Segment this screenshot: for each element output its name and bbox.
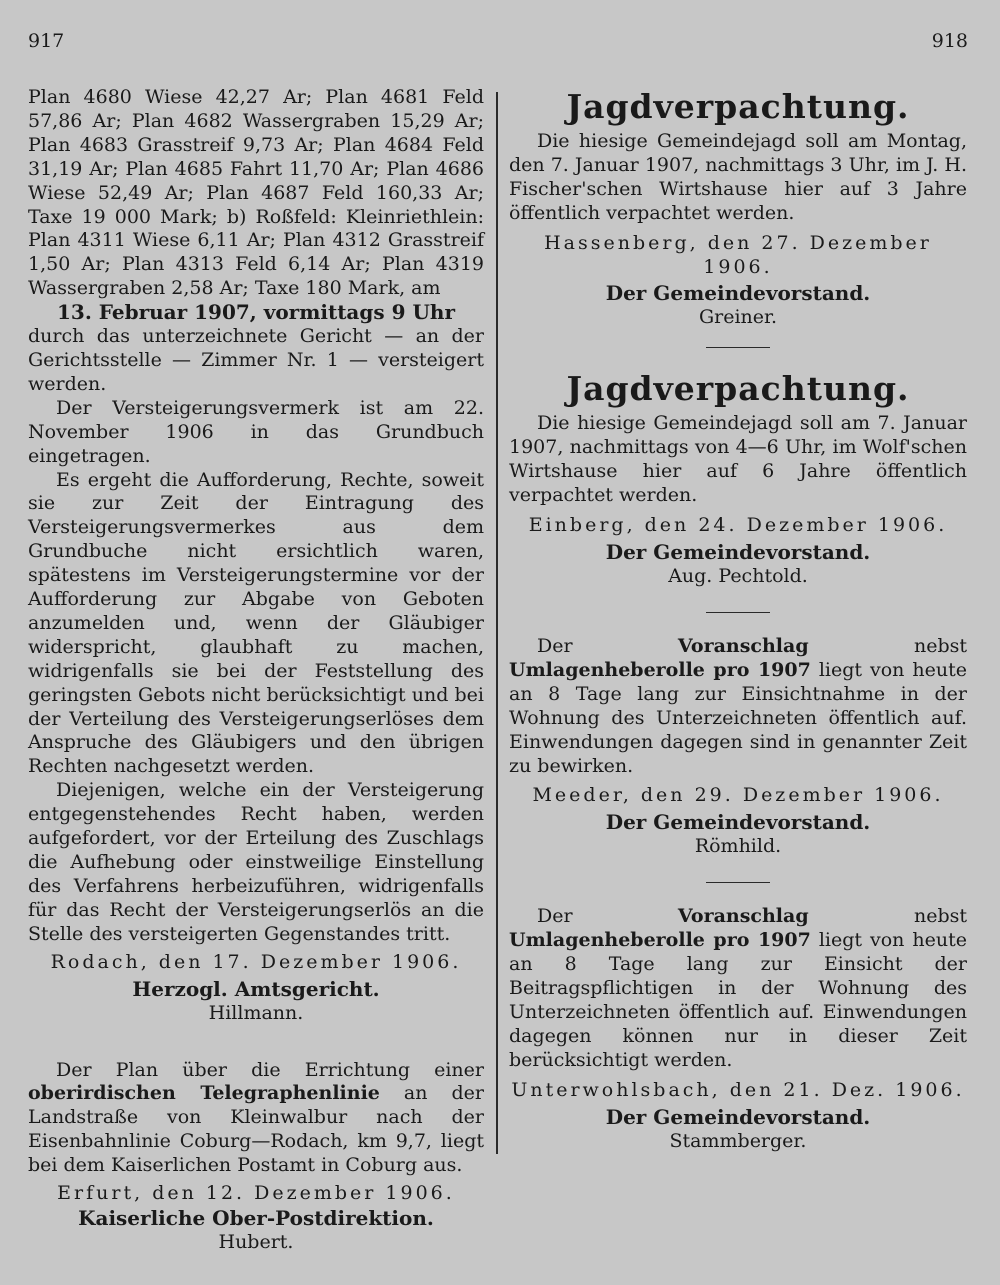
hunt-lease-1-name: Greiner. xyxy=(698,306,778,329)
auction-body: Plan 4680 Wiese 42,27 Ar; Plan 4681 Feld 57,86 Ar; Plan 4682 Wassergraben 15,29 Ar; Plan 4683 Grasstreif 9,73 Ar; Plan 4684 Feld 31,19 Ar; Plan 4685 Fahrt 11,70 Ar; Plan 4686 Wiese 52,49 Ar; Plan 4687 Feld 160,33 Ar; Taxe 19 000 Mark; b) Roßfeld: Kleinriethlein: Plan 4311 Wiese 6,11 Ar; Plan 4312 Grasstreif 1,50 Ar; Plan 4313 Feld 6,14 Ar; Plan 4319 Wassergraben 2,58 Ar; Taxe 180 Mark, am xyxy=(28,86,484,300)
telegraph-signature: Kaiserliche Ober-Postdirektion. xyxy=(78,1205,434,1230)
budget-2-mid: nebst xyxy=(913,905,968,928)
budget-notice-1-name: Römhild. xyxy=(694,835,782,858)
budget-notice-2 xyxy=(509,905,967,1072)
hunt-lease-1-body: Die hiesige Gemeindejagd soll am Montag, den 7. Januar 1907, nachmittags 3 Uhr, im J. H. Fischer'schen Wirtshause hier auf 3 Jahre öffentlich verpachtet werden. xyxy=(509,130,967,224)
budget-2-bold-a: Voranschlag xyxy=(677,905,809,928)
budget-2-bold-b: Umlagenheberolle pro 1907 xyxy=(509,929,811,952)
auction-paragraph-3: Diejenigen, welche ein der Versteigerung entgegenstehendes Recht haben, werden aufgefordert, vor der Erteilung des Zuschlags die Aufhebung oder einstweilige Einstellung des Verfahrens herbeizuführen, widrigenfalls für das Recht der Versteigerungserlös an die Stelle des versteigerten Gegenstandes tritt. xyxy=(28,779,484,945)
left-column xyxy=(28,86,484,1254)
auction-signature: Herzogl. Amtsgericht. xyxy=(132,976,380,1001)
hunt-lease-2-signature: Der Gemeindevorstand. xyxy=(605,539,871,564)
hunt-lease-1-signature: Der Gemeindevorstand. xyxy=(605,281,871,306)
hunt-lease-1-heading: Jagdverpachtung. xyxy=(566,87,910,126)
telegraph-name: Hubert. xyxy=(218,1230,294,1253)
budget-1-post: liegt von heute an 8 Tage lang zur Einsichtnahme in der Wohnung des Unterzeichneten öffentlich auf. Einwendungen dagegen sind in genannter Zeit zu bewirken. xyxy=(509,658,967,777)
budget-notice-2-name: Stammberger. xyxy=(669,1129,807,1152)
right-column xyxy=(509,86,967,1153)
page-number-right: 918 xyxy=(931,30,968,52)
auction-name: Hillmann. xyxy=(208,1001,304,1024)
budget-notice-2-dateline: Unterwohlsbach, den 21. Dez. 1906. xyxy=(511,1078,965,1101)
budget-notice-2-signature: Der Gemeindevorstand. xyxy=(605,1104,871,1129)
budget-1-pre: Der xyxy=(537,634,573,657)
hunt-lease-2-heading: Jagdverpachtung. xyxy=(566,369,910,409)
telegraph-text-post: an der Landstraße von Kleinwalbur nach der Eisenbahnlinie Coburg—Rodach, km 9,7, liegt bei dem Kaiserlichen Postamt in Coburg aus. xyxy=(28,1082,484,1177)
telegraph-notice xyxy=(28,1059,484,1179)
auction-note: Der Versteigerungsvermerk ist am 22. November 1906 in das Grundbuch eingetragen. xyxy=(28,396,484,467)
hunt-lease-1-dateline: Hassenberg, den 27. Dezember 1906. xyxy=(544,231,932,278)
hunt-lease-2-dateline: Einberg, den 24. Dezember 1906. xyxy=(528,514,948,537)
page-number-left: 917 xyxy=(28,30,65,52)
budget-notice-1-signature: Der Gemeindevorstand. xyxy=(605,810,871,835)
column-divider xyxy=(496,92,498,1154)
hunt-lease-2-body: Die hiesige Gemeindejagd soll am 7. Januar 1907, nachmittags von 4—6 Uhr, im Wolf'schen Wirtshause hier auf 6 Jahre öffentlich verpachtet werden. xyxy=(509,412,967,507)
budget-1-bold-a: Voranschlag xyxy=(677,634,809,657)
hunt-lease-2-name: Aug. Pechtold. xyxy=(668,564,808,587)
auction-place: durch das unterzeichnete Gericht — an der Gerichtsstelle — Zimmer Nr. 1 — versteigert werden. xyxy=(28,325,484,395)
auction-date: 13. Februar 1907, vormittags 9 Uhr xyxy=(57,300,455,325)
budget-1-bold-b: Umlagenheberolle pro 1907 xyxy=(509,658,811,681)
auction-dateline: Rodach, den 17. Dezember 1906. xyxy=(50,950,462,973)
budget-1-mid: nebst xyxy=(913,634,968,657)
telegraph-text-bold: oberirdischen Telegraphenlinie xyxy=(28,1082,380,1105)
telegraph-text-pre: Der Plan über die Errichtung einer xyxy=(56,1058,484,1081)
budget-notice-1-dateline: Meeder, den 29. Dezember 1906. xyxy=(532,784,944,807)
budget-notice-1 xyxy=(509,635,967,778)
auction-paragraph-2: Es ergeht die Aufforderung, Rechte, soweit sie zur Zeit der Eintragung des Versteigerungsvermerkes aus dem Grundbuche nicht ersichtlich waren, spätestens im Versteigerungstermine vor der Aufforderung zur Abgabe von Geboten anzumelden und, wenn der Gläubiger widerspricht, glaubhaft zu machen, widrigenfalls sie bei der Feststellung des geringsten Gebots nicht berücksichtigt und bei der Verteilung des Versteigerungserlöses dem Anspruche des Gläubigers und den übrigen Rechten nachgesetzt werden. xyxy=(28,468,484,778)
telegraph-dateline: Erfurt, den 12. Dezember 1906. xyxy=(57,1182,455,1205)
budget-2-post: liegt von heute an 8 Tage lang zur Einsicht der Beitragspflichtigen in der Wohnung des Unterzeichneten öffentlich auf. Einwendungen dagegen können nur in dieser Zeit berücksichtigt werden. xyxy=(509,929,967,1071)
budget-2-pre: Der xyxy=(537,905,573,928)
